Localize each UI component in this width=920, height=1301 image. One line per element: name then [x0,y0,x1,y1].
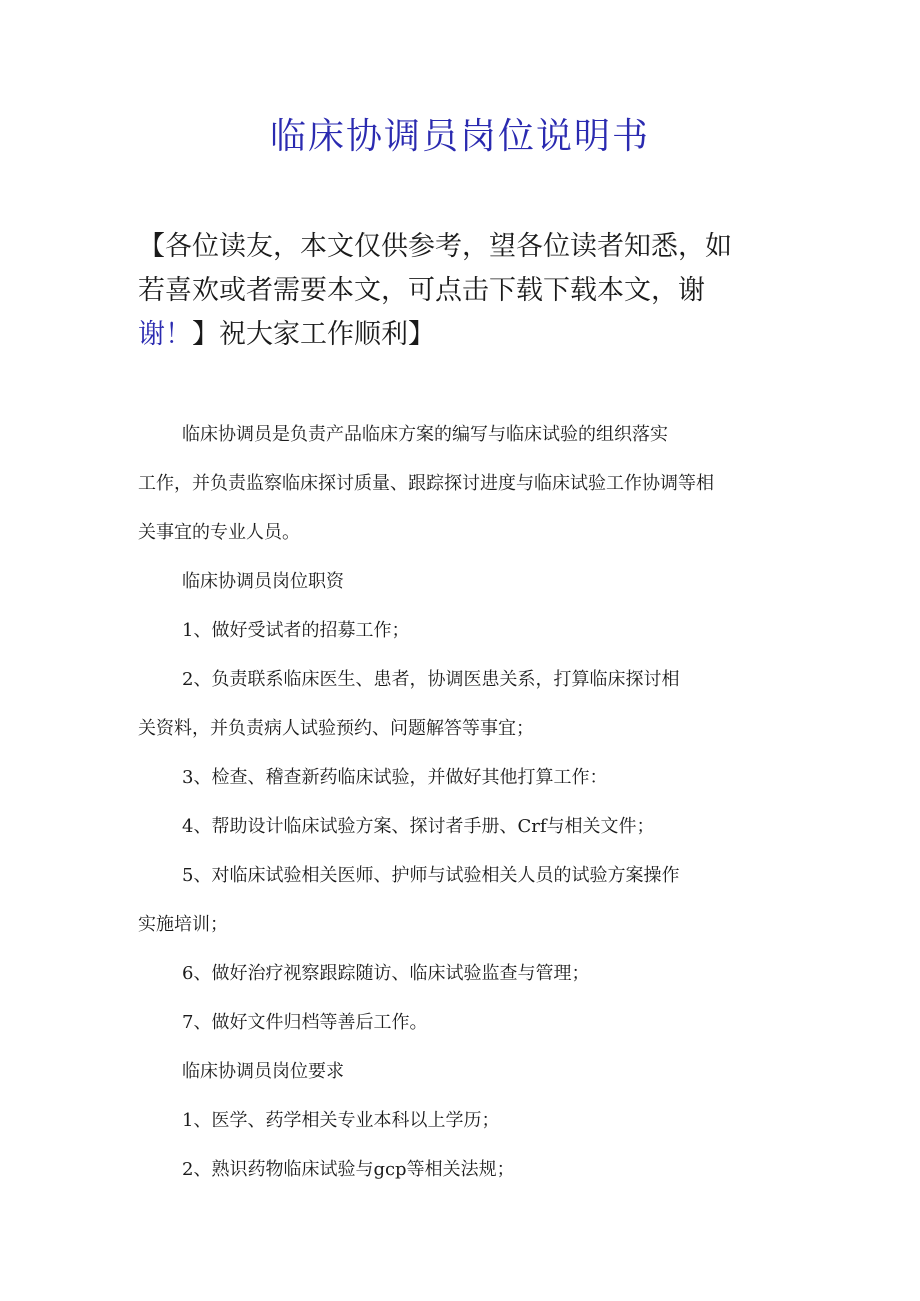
duty-item-3: 3、检查、稽查新药临床试验，并做好其他打算工作： [182,767,608,788]
notice-thanks: 谢！ [138,319,192,350]
reader-notice [138,225,788,357]
intro-line-3: 关事宜的专业人员。 [138,522,300,543]
requirement-item-2: 2、熟识药物临床试验与gcp等相关法规； [182,1159,515,1180]
section-heading-requirements: 临床协调员岗位要求 [182,1061,344,1082]
intro-line-1: 临床协调员是负责产品临床方案的编写与临床试验的组织落实 [182,424,668,445]
notice-wishes: 】祝大家工作顺利】 [192,319,435,350]
requirement-item-1: 1、医学、药学相关专业本科以上学历； [182,1110,500,1131]
duty-item-2: 2、负责联系临床医生、患者，协调医患关系，打算临床探讨相 [182,669,680,690]
section-heading-duties: 临床协调员岗位职资 [182,571,344,592]
duty-item-4: 4、帮助设计临床试验方案、探讨者手册、Crf与相关文件； [182,816,655,837]
duty-item-2-cont: 关资料，并负责病人试验预约、问题解答等事宜； [138,718,534,739]
duty-item-6: 6、做好治疗视察跟踪随访、临床试验监查与管理； [182,963,590,984]
duty-item-5-cont: 实施培训； [138,914,228,935]
notice-line-1: 【各位读友，本文仅供参考，望各位读者知悉，如 [138,231,732,262]
notice-line-2: 若喜欢或者需要本文，可点击下载下载本文，谢 [138,275,705,306]
duty-item-1: 1、做好受试者的招募工作； [182,620,410,641]
document-title: 临床协调员岗位说明书 [269,116,650,157]
duty-item-5: 5、对临床试验相关医师、护师与试验相关人员的试验方案操作 [182,865,680,886]
duty-item-7: 7、做好文件归档等善后工作。 [182,1012,428,1033]
intro-line-2: 工作，并负责监察临床探讨质量、跟踪探讨进度与临床试验工作协调等相 [138,473,714,494]
notice-line-3 [138,313,788,357]
